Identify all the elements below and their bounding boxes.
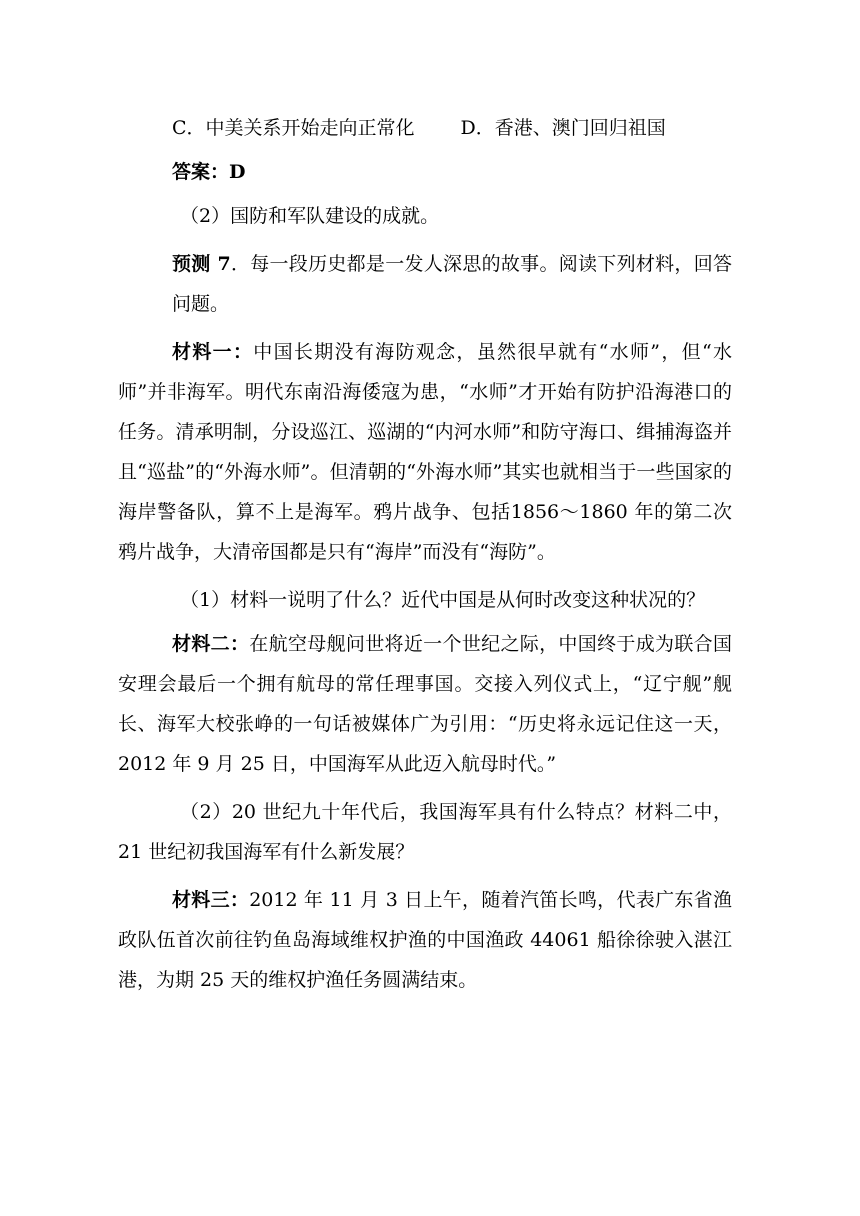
material-one-text: 中国长期没有海防观念，虽然很早就有“水师”，但“水师”并非海军。明代东南沿海倭寇为患，“水师”才开始有防护沿海港口的任务。清承明制，分设巡江、巡湖的“内河水师”和防守海口、缉捕海盗并且“巡盐”的“外海水师”。但清朝的“外海水师”其实也就相当于一些国家的海岸警备队，算不上是海军。鸦片战争、包括1856～1860 年的第二次鸦片战争，大清帝国都是只有“海岸”而没有“海防”。 — [118, 341, 732, 563]
answer-label: 答案： — [172, 161, 230, 183]
material-one — [118, 332, 732, 572]
material-three — [118, 880, 732, 1000]
prediction-question — [172, 244, 732, 324]
answer-line — [172, 152, 732, 192]
material-two-text: 在航空母舰问世将近一个世纪之际，中国终于成为联合国安理会最后一个拥有航母的常任理事国。交接入列仪式上，“辽宁舰”舰长、海军大校张峥的一句话被媒体广为引用：“历史将永远记住这一天，2012 年 9 月 25 日，中国海军从此迈入航母时代。” — [118, 633, 732, 775]
option-c: C．中美关系开始走向正常化 — [172, 117, 415, 139]
prediction-label: 预测 7 — [172, 253, 231, 275]
material-two-label: 材料二： — [172, 633, 250, 655]
material-two — [118, 624, 732, 784]
option-d: D．香港、澳门回归祖国 — [460, 117, 666, 139]
answer-options — [172, 108, 732, 148]
material-three-label: 材料三： — [172, 889, 250, 911]
question-two: （2）20 世纪九十年代后，我国海军具有什么特点？材料二中，21 世纪初我国海军有什么新发展？ — [118, 801, 732, 863]
material-one-label: 材料一： — [172, 341, 254, 363]
question-one: （1）材料一说明了什么？近代中国是从何时改变这种状况的？ — [180, 589, 706, 611]
document-page — [118, 108, 732, 1000]
prediction-text: ．每一段历史都是一发人深思的故事。阅读下列材料，回答问题。 — [172, 253, 732, 315]
section-heading: （2）国防和军队建设的成就。 — [180, 205, 440, 227]
answer-value: D — [229, 161, 246, 183]
material-three-text: 2012 年 11 月 3 日上午，随着汽笛长鸣，代表广东省渔政队伍首次前往钓鱼岛海域维权护渔的中国渔政 44061 船徐徐驶入湛江港，为期 25 天的维权护渔任务圆满结束。 — [118, 889, 732, 991]
